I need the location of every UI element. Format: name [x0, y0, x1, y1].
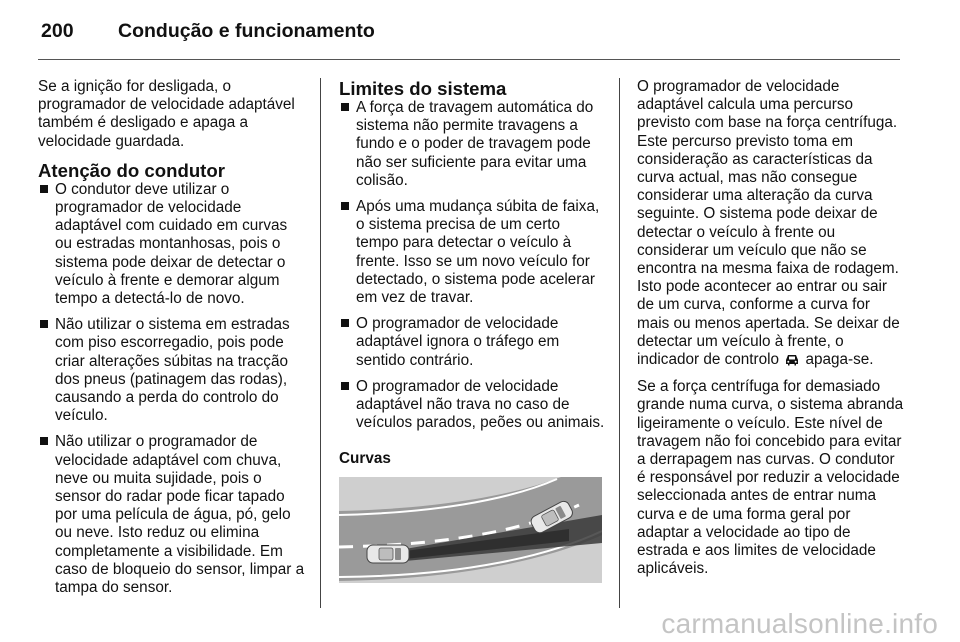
- header-rule: [38, 59, 900, 60]
- list-item: O programador de velocidade adaptável ignora o tráfego em sentido contrário.: [339, 315, 605, 370]
- section-heading-driver-attention: Atenção do condutor: [38, 159, 225, 181]
- square-bullet-icon: [40, 437, 48, 445]
- square-bullet-icon: [341, 382, 349, 390]
- page-title: Condução e funcionamento: [118, 20, 375, 42]
- curve-illustration: [339, 477, 602, 583]
- column-3: [637, 78, 905, 587]
- list-item: Após uma mudança súbita de faixa, o sistema precisa de um certo tempo para detectar o veículo à frente. Isso se um novo veículo for detectado, o sistema pode acelerar em vez de travar.: [339, 198, 605, 307]
- list-item: Não utilizar o sistema em estradas com piso escorregadio, pois pode criar alterações súbitas na tracção dos pneus (patinagem das rodas), causando a perda do controlo do veículo.: [38, 316, 306, 425]
- column-divider-2: [619, 78, 620, 608]
- list-item: A força de travagem automática do sistema não permite travagens a fundo e o poder de travagem pode não ser suficiente para evitar uma colisão.: [339, 99, 605, 190]
- paragraph-centrifugal-force: Se a força centrífuga for demasiado grande numa curva, o sistema abranda ligeiramente o veículo. Este nível de travagem não foi concebido para evitar a derrapagem nas curvas. O condutor é responsável por reduzir a velocidade seleccionada antes de entrar numa curva e de uma forma geral por adaptar a velocidade ao tipo de estrada e aos limites de velocidade aplicáveis.: [637, 378, 904, 578]
- car-front-icon: [785, 353, 799, 365]
- square-bullet-icon: [40, 185, 48, 193]
- square-bullet-icon: [341, 103, 349, 111]
- paragraph-calculated-path: O programador de velocidade adaptável calcula uma percurso previsto com base na força centrífuga. Este percurso previsto toma em consideração as características da curva actual, mas não consegue considerar uma alteração da curva seguinte. O sistema pode deixar de detectar o veículo à frente ou considerar um veículo que não se encontra na mesma faixa de rodagem. Isto pode acontecer ao entrar ou sair de um curva, conforme a curva for mais ou menos apertada. Se deixar de detectar um veículo à frente, o indicador de controlo apaga-se.: [637, 78, 900, 369]
- list-item: O condutor deve utilizar o programador de velocidade adaptável com cuidado em curvas ou estradas montanhosas, pois o sistema pode deixar de detectar o veículo à frente e demorar algum tempo a detectá-lo de novo.: [38, 181, 306, 308]
- watermark: carmanualsonline.info: [661, 608, 938, 639]
- list-item: O programador de velocidade adaptável não trava no caso de veículos parados, peões ou animais.: [339, 378, 605, 433]
- bullet-list: [339, 99, 605, 432]
- column-divider-1: [320, 78, 321, 608]
- list-item: Não utilizar o programador de velocidade adaptável com chuva, neve ou muita sujidade, pois o sensor do radar pode ficar tapado por uma película de água, pó, gelo ou neve. Isto reduz ou elimina completamente a visibilidade. Em caso de bloqueio do sensor, limpar a tampa do sensor.: [38, 433, 306, 597]
- square-bullet-icon: [341, 319, 349, 327]
- curve-road-graphic: [339, 477, 602, 583]
- column-2: [339, 78, 605, 482]
- intro-paragraph: Se a ignição for desligada, o programador de velocidade adaptável também é desligado e apaga a velocidade guardada.: [38, 78, 295, 150]
- section-heading-system-limits: Limites do sistema: [339, 78, 507, 99]
- page-number: 200: [41, 20, 74, 42]
- subheading-curves: Curvas: [339, 450, 391, 468]
- square-bullet-icon: [40, 320, 48, 328]
- bullet-list: [38, 181, 306, 597]
- square-bullet-icon: [341, 202, 349, 210]
- column-1: [38, 78, 306, 605]
